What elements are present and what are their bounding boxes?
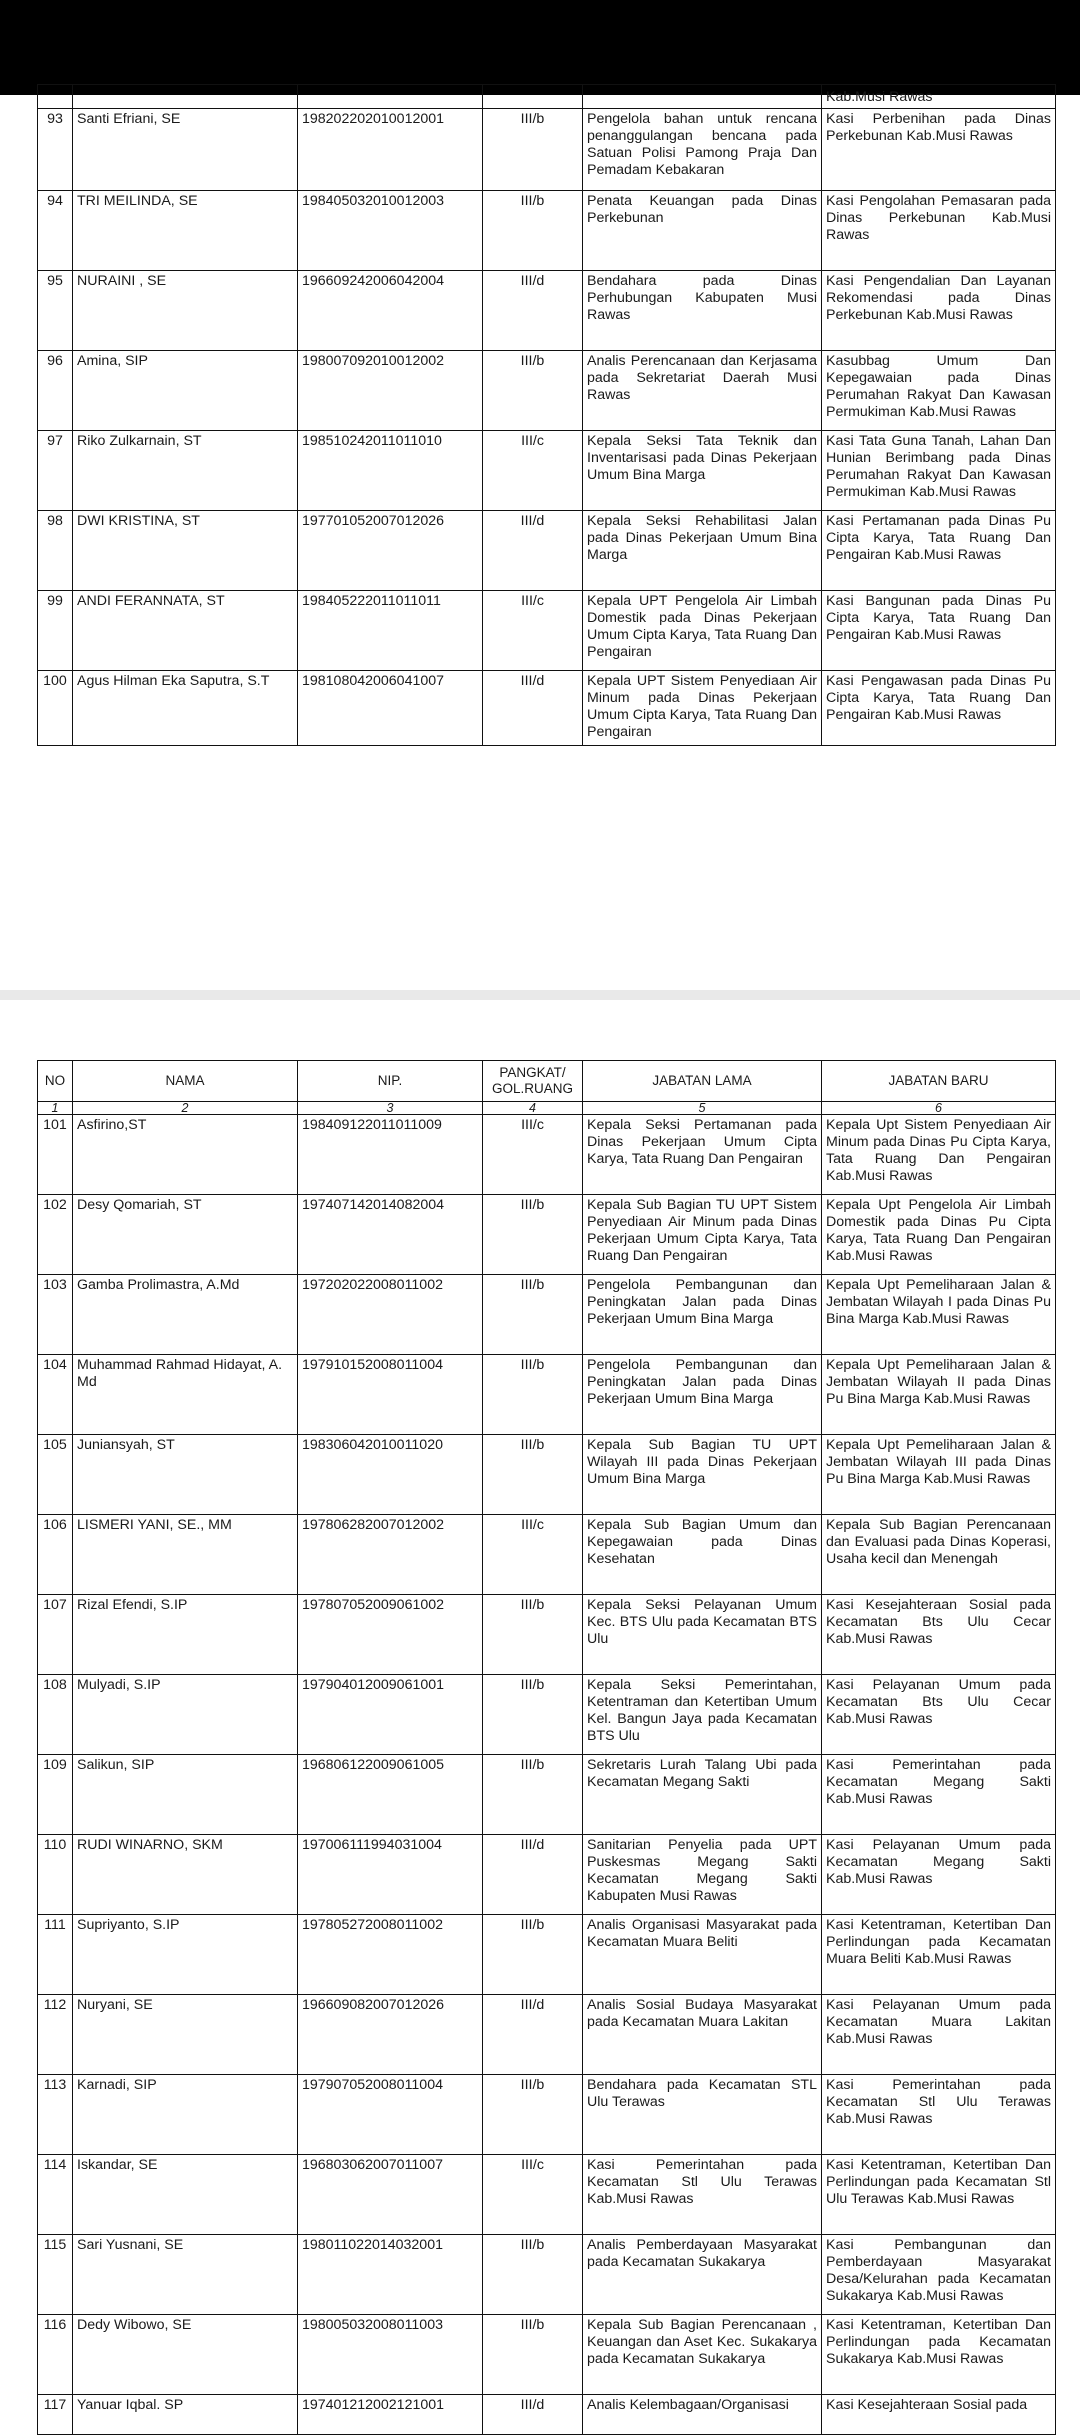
cell-no: 97 <box>38 431 73 511</box>
cell-jabatan-lama: Kepala Seksi Tata Teknik dan Inventarisasi pada Dinas Pekerjaan Umum Bina Marga <box>583 431 822 511</box>
header-jabatan-lama: JABATAN LAMA <box>583 1061 822 1102</box>
table-row <box>38 431 1056 511</box>
cell-nip: 198108042006041007 <box>298 671 483 746</box>
cell-no: 99 <box>38 591 73 671</box>
carry-over-text: Kab.Musi Rawas <box>822 85 1056 109</box>
cell-jabatan-lama: Analis Perencanaan dan Kerjasama pada Sekretariat Daerah Musi Rawas <box>583 351 822 431</box>
cell-jabatan-lama: Analis Kelembagaan/Organisasi <box>583 2395 822 2435</box>
cell-jabatan-lama: Sekretaris Lurah Talang Ubi pada Kecamatan Megang Sakti <box>583 1755 822 1835</box>
table-row <box>38 2155 1056 2235</box>
cell-pangkat-gol: III/b <box>483 1595 583 1675</box>
cell-jabatan-baru: Kasi Perbenihan pada Dinas Perkebunan Kab.Musi Rawas <box>822 109 1056 191</box>
cell-nip: 198409122011011009 <box>298 1115 483 1195</box>
cell-pangkat-gol: III/b <box>483 351 583 431</box>
cell-nama: TRI MEILINDA, SE <box>73 191 298 271</box>
cell-nip: 198405032010012003 <box>298 191 483 271</box>
cell-jabatan-baru: Kasi Ketentraman, Ketertiban Dan Perlindungan pada Kecamatan Sukakarya Kab.Musi Rawas <box>822 2315 1056 2395</box>
cell-nama: NURAINI , SE <box>73 271 298 351</box>
table-row <box>38 1195 1056 1275</box>
cell-jabatan-lama: Kepala Seksi Pelayanan Umum Kec. BTS Ulu pada Kecamatan BTS Ulu <box>583 1595 822 1675</box>
table-row <box>38 1835 1056 1915</box>
cell-no: 112 <box>38 1995 73 2075</box>
column-index: 1 <box>38 1102 73 1115</box>
cell-nama: Asfirino,ST <box>73 1115 298 1195</box>
cell-jabatan-lama: Pengelola Pembangunan dan Peningkatan Jalan pada Dinas Pekerjaan Umum Bina Marga <box>583 1275 822 1355</box>
cell-pangkat-gol: III/d <box>483 511 583 591</box>
cell-no: 109 <box>38 1755 73 1835</box>
table-row <box>38 2315 1056 2395</box>
cell-jabatan-lama: Pengelola bahan untuk rencana penanggulangan bencana pada Satuan Polisi Pamong Praja Dan Pemadam Kebakaran <box>583 109 822 191</box>
cell-nip: 197910152008011004 <box>298 1355 483 1435</box>
cell-nama: Nuryani, SE <box>73 1995 298 2075</box>
cell-pangkat-gol: III/c <box>483 1115 583 1195</box>
page-separator <box>0 990 1080 1000</box>
cell-no: 107 <box>38 1595 73 1675</box>
cell-jabatan-baru: Kasi Pelayanan Umum pada Kecamatan Muara Lakitan Kab.Musi Rawas <box>822 1995 1056 2075</box>
cell-no: 117 <box>38 2395 73 2435</box>
cell-no: 105 <box>38 1435 73 1515</box>
header-pangkat-gol: PANGKAT/ GOL.RUANG <box>483 1061 583 1102</box>
column-index: 4 <box>483 1102 583 1115</box>
cell-nip: 198202202010012001 <box>298 109 483 191</box>
cell-no: 100 <box>38 671 73 746</box>
cell-nip: 196806122009061005 <box>298 1755 483 1835</box>
table-row <box>38 1355 1056 1435</box>
cell-nama: Yanuar Iqbal. SP <box>73 2395 298 2435</box>
cell-nip: 198306042010011020 <box>298 1435 483 1515</box>
header-no: NO <box>38 1061 73 1102</box>
column-index-row <box>38 1102 1056 1115</box>
cell-jabatan-lama: Kepala UPT Pengelola Air Limbah Domestik pada Dinas Pekerjaan Umum Cipta Karya, Tata Ruang Dan Pengairan <box>583 591 822 671</box>
cell-no: 98 <box>38 511 73 591</box>
cell-nip: 197904012009061001 <box>298 1675 483 1755</box>
cell-nama: RUDI WINARNO, SKM <box>73 1835 298 1915</box>
cell-no: 95 <box>38 271 73 351</box>
cell-pangkat-gol: III/b <box>483 1275 583 1355</box>
cell-nip: 196609242006042004 <box>298 271 483 351</box>
cell-jabatan-baru: Kepala Sub Bagian Perencanaan dan Evaluasi pada Dinas Koperasi, Usaha kecil dan Menengah <box>822 1515 1056 1595</box>
cell-jabatan-baru: Kepala Upt Pengelola Air Limbah Domestik pada Dinas Pu Cipta Karya, Tata Ruang Dan Pengairan Kab.Musi Rawas <box>822 1195 1056 1275</box>
cell-nama: ANDI FERANNATA, ST <box>73 591 298 671</box>
header-nip: NIP. <box>298 1061 483 1102</box>
cell-no: 115 <box>38 2235 73 2315</box>
cell-nama: DWI KRISTINA, ST <box>73 511 298 591</box>
cell-pangkat-gol: III/d <box>483 271 583 351</box>
cell-nama: Desy Qomariah, ST <box>73 1195 298 1275</box>
cell-jabatan-baru: Kasi Ketentraman, Ketertiban Dan Perlindungan pada Kecamatan Muara Beliti Kab.Musi Rawas <box>822 1915 1056 1995</box>
cell-pangkat-gol: III/b <box>483 1755 583 1835</box>
cell-nama: Agus Hilman Eka Saputra, S.T <box>73 671 298 746</box>
table-row <box>38 1115 1056 1195</box>
cell-pangkat-gol: III/d <box>483 671 583 746</box>
column-index: 5 <box>583 1102 822 1115</box>
cell-nip: 197701052007012026 <box>298 511 483 591</box>
cell-no: 114 <box>38 2155 73 2235</box>
cell-jabatan-lama: Kepala Sub Bagian Umum dan Kepegawaian pada Dinas Kesehatan <box>583 1515 822 1595</box>
cell-jabatan-lama: Penata Keuangan pada Dinas Perkebunan <box>583 191 822 271</box>
cell-no: 93 <box>38 109 73 191</box>
cell-jabatan-baru: Kepala Upt Sistem Penyediaan Air Minum pada Dinas Pu Cipta Karya, Tata Ruang Dan Pengairan Kab.Musi Rawas <box>822 1115 1056 1195</box>
table-row <box>38 1275 1056 1355</box>
table-row <box>38 1675 1056 1755</box>
cell-pangkat-gol: III/c <box>483 431 583 511</box>
cell-no: 111 <box>38 1915 73 1995</box>
cell-jabatan-baru: Kasi Pengendalian Dan Layanan Rekomendasi pada Dinas Perkebunan Kab.Musi Rawas <box>822 271 1056 351</box>
cell-nama: Mulyadi, S.IP <box>73 1675 298 1755</box>
cell-jabatan-baru: Kasi Kesejahteraan Sosial pada Kecamatan Bts Ulu Cecar Kab.Musi Rawas <box>822 1595 1056 1675</box>
cell-pangkat-gol: III/b <box>483 2235 583 2315</box>
table-row <box>38 1995 1056 2075</box>
cell-jabatan-lama: Kepala Seksi Pemerintahan, Ketentraman dan Ketertiban Umum Kel. Bangun Jaya pada Kecamatan BTS Ulu <box>583 1675 822 1755</box>
cell-nama: Sari Yusnani, SE <box>73 2235 298 2315</box>
cell-jabatan-lama: Kepala Sub Bagian Perencanaan , Keuangan dan Aset Kec. Sukakarya pada Kecamatan Sukakarya <box>583 2315 822 2395</box>
cell-jabatan-lama: Kepala Seksi Rehabilitasi Jalan pada Dinas Pekerjaan Umum Bina Marga <box>583 511 822 591</box>
cell-nip: 197806282007012002 <box>298 1515 483 1595</box>
cell-no: 110 <box>38 1835 73 1915</box>
cell-pangkat-gol: III/d <box>483 1995 583 2075</box>
cell-nip: 198405222011011011 <box>298 591 483 671</box>
cell-nip: 198011022014032001 <box>298 2235 483 2315</box>
cell-pangkat-gol: III/d <box>483 1835 583 1915</box>
cell-nama: Muhammad Rahmad Hidayat, A. Md <box>73 1355 298 1435</box>
cell-nama: LISMERI YANI, SE., MM <box>73 1515 298 1595</box>
mutation-table-page-2 <box>37 1060 1056 2435</box>
cell-nip: 197807052009061002 <box>298 1595 483 1675</box>
cell-nama: Supriyanto, S.IP <box>73 1915 298 1995</box>
cell-nama: Karnadi, SIP <box>73 2075 298 2155</box>
cell-pangkat-gol: III/b <box>483 2075 583 2155</box>
table-row <box>38 271 1056 351</box>
table-row <box>38 109 1056 191</box>
cell-jabatan-baru: Kasi Tata Guna Tanah, Lahan Dan Hunian Berimbang pada Dinas Perumahan Rakyat Dan Kawasan Permukiman Kab.Musi Rawas <box>822 431 1056 511</box>
cell-no: 94 <box>38 191 73 271</box>
cell-nip: 197202022008011002 <box>298 1275 483 1355</box>
cell-no: 106 <box>38 1515 73 1595</box>
cell-no: 102 <box>38 1195 73 1275</box>
cell-no: 96 <box>38 351 73 431</box>
table-row <box>38 191 1056 271</box>
cell-jabatan-baru: Kasi Bangunan pada Dinas Pu Cipta Karya, Tata Ruang Dan Pengairan Kab.Musi Rawas <box>822 591 1056 671</box>
cell-nip: 198007092010012002 <box>298 351 483 431</box>
cell-jabatan-baru: Kasi Pembangunan dan Pemberdayaan Masyarakat Desa/Kelurahan pada Kecamatan Sukakarya Kab.Musi Rawas <box>822 2235 1056 2315</box>
cell-pangkat-gol: III/b <box>483 191 583 271</box>
cell-jabatan-lama: Analis Pemberdayaan Masyarakat pada Kecamatan Sukakarya <box>583 2235 822 2315</box>
cell-jabatan-lama: Kepala UPT Sistem Penyediaan Air Minum pada Dinas Pekerjaan Umum Cipta Karya, Tata Ruang Dan Pengairan <box>583 671 822 746</box>
header-nama: NAMA <box>73 1061 298 1102</box>
cell-nip: 197401212002121001 <box>298 2395 483 2435</box>
cell-jabatan-baru: Kasi Pelayanan Umum pada Kecamatan Megang Sakti Kab.Musi Rawas <box>822 1835 1056 1915</box>
cell-nama: Rizal Efendi, S.IP <box>73 1595 298 1675</box>
cell-nama: Dedy Wibowo, SE <box>73 2315 298 2395</box>
cell-nip: 197805272008011002 <box>298 1915 483 1995</box>
table-header-row <box>38 1061 1056 1102</box>
mutation-table-page-1 <box>37 84 1056 746</box>
cell-nama: Juniansyah, ST <box>73 1435 298 1515</box>
cell-jabatan-lama: Analis Sosial Budaya Masyarakat pada Kecamatan Muara Lakitan <box>583 1995 822 2075</box>
table-row <box>38 511 1056 591</box>
column-index: 3 <box>298 1102 483 1115</box>
cell-pangkat-gol: III/b <box>483 1195 583 1275</box>
column-index: 6 <box>822 1102 1056 1115</box>
table-row <box>38 1755 1056 1835</box>
carry-over-row <box>38 85 1056 109</box>
cell-nama: Amina, SIP <box>73 351 298 431</box>
table-row <box>38 2395 1056 2435</box>
cell-jabatan-baru: Kasi Pertamanan pada Dinas Pu Cipta Karya, Tata Ruang Dan Pengairan Kab.Musi Rawas <box>822 511 1056 591</box>
cell-jabatan-baru: Kasubbag Umum Dan Kepegawaian pada Dinas Perumahan Rakyat Dan Kawasan Permukiman Kab.Musi Rawas <box>822 351 1056 431</box>
cell-jabatan-lama: Kepala Sub Bagian TU UPT Wilayah III pada Dinas Pekerjaan Umum Bina Marga <box>583 1435 822 1515</box>
table-row <box>38 1515 1056 1595</box>
cell-no: 113 <box>38 2075 73 2155</box>
cell-nip: 196609082007012026 <box>298 1995 483 2075</box>
table-row <box>38 2235 1056 2315</box>
cell-jabatan-baru: Kasi Pengolahan Pemasaran pada Dinas Perkebunan Kab.Musi Rawas <box>822 191 1056 271</box>
cell-jabatan-baru: Kasi Kesejahteraan Sosial pada <box>822 2395 1056 2435</box>
cell-nama: Salikun, SIP <box>73 1755 298 1835</box>
table-row <box>38 351 1056 431</box>
cell-jabatan-lama: Kepala Seksi Pertamanan pada Dinas Pekerjaan Umum Cipta Karya, Tata Ruang Dan Pengairan <box>583 1115 822 1195</box>
cell-jabatan-baru: Kasi Ketentraman, Ketertiban Dan Perlindungan pada Kecamatan Stl Ulu Terawas Kab.Musi Rawas <box>822 2155 1056 2235</box>
table-row <box>38 671 1056 746</box>
cell-jabatan-baru: Kasi Pelayanan Umum pada Kecamatan Bts Ulu Cecar Kab.Musi Rawas <box>822 1675 1056 1755</box>
cell-nip: 197407142014082004 <box>298 1195 483 1275</box>
cell-no: 103 <box>38 1275 73 1355</box>
cell-no: 108 <box>38 1675 73 1755</box>
cell-nip: 197907052008011004 <box>298 2075 483 2155</box>
cell-jabatan-baru: Kasi Pemerintahan pada Kecamatan Stl Ulu Terawas Kab.Musi Rawas <box>822 2075 1056 2155</box>
cell-pangkat-gol: III/b <box>483 109 583 191</box>
cell-no: 101 <box>38 1115 73 1195</box>
cell-no: 104 <box>38 1355 73 1435</box>
cell-nama: Santi Efriani, SE <box>73 109 298 191</box>
cell-no: 116 <box>38 2315 73 2395</box>
document-page-1 <box>0 89 1080 975</box>
document-page-2 <box>0 1000 1080 2413</box>
cell-jabatan-lama: Analis Organisasi Masyarakat pada Kecamatan Muara Beliti <box>583 1915 822 1995</box>
cell-pangkat-gol: III/b <box>483 1675 583 1755</box>
cell-nip: 196803062007011007 <box>298 2155 483 2235</box>
cell-jabatan-lama: Bendahara pada Kecamatan STL Ulu Terawas <box>583 2075 822 2155</box>
cell-jabatan-lama: Bendahara pada Dinas Perhubungan Kabupaten Musi Rawas <box>583 271 822 351</box>
cell-pangkat-gol: III/b <box>483 2315 583 2395</box>
cell-pangkat-gol: III/b <box>483 1355 583 1435</box>
cell-pangkat-gol: III/c <box>483 2155 583 2235</box>
cell-jabatan-lama: Kepala Sub Bagian TU UPT Sistem Penyediaan Air Minum pada Dinas Pekerjaan Umum Cipta Karya, Tata Ruang Dan Pengairan <box>583 1195 822 1275</box>
cell-jabatan-baru: Kasi Pengawasan pada Dinas Pu Cipta Karya, Tata Ruang Dan Pengairan Kab.Musi Rawas <box>822 671 1056 746</box>
cell-pangkat-gol: III/b <box>483 1435 583 1515</box>
table-row <box>38 2075 1056 2155</box>
cell-pangkat-gol: III/d <box>483 2395 583 2435</box>
cell-pangkat-gol: III/c <box>483 1515 583 1595</box>
table-row <box>38 591 1056 671</box>
cell-jabatan-lama: Sanitarian Penyelia pada UPT Puskesmas Megang Sakti Kecamatan Megang Sakti Kabupaten Musi Rawas <box>583 1835 822 1915</box>
cell-nip: 197006111994031004 <box>298 1835 483 1915</box>
cell-nama: Iskandar, SE <box>73 2155 298 2235</box>
cell-jabatan-baru: Kepala Upt Pemeliharaan Jalan & Jembatan Wilayah III pada Dinas Pu Bina Marga Kab.Musi Rawas <box>822 1435 1056 1515</box>
top-black-band <box>0 0 1080 95</box>
cell-jabatan-baru: Kasi Pemerintahan pada Kecamatan Megang Sakti Kab.Musi Rawas <box>822 1755 1056 1835</box>
cell-nip: 198005032008011003 <box>298 2315 483 2395</box>
cell-nama: Gamba Prolimastra, A.Md <box>73 1275 298 1355</box>
cell-jabatan-baru: Kepala Upt Pemeliharaan Jalan & Jembatan Wilayah II pada Dinas Pu Bina Marga Kab.Musi Rawas <box>822 1355 1056 1435</box>
cell-pangkat-gol: III/b <box>483 1915 583 1995</box>
table-row <box>38 1435 1056 1515</box>
cell-jabatan-lama: Pengelola Pembangunan dan Peningkatan Jalan pada Dinas Pekerjaan Umum Bina Marga <box>583 1355 822 1435</box>
header-jabatan-baru: JABATAN BARU <box>822 1061 1056 1102</box>
table-row <box>38 1915 1056 1995</box>
cell-pangkat-gol: III/c <box>483 591 583 671</box>
cell-jabatan-lama: Kasi Pemerintahan pada Kecamatan Stl Ulu Terawas Kab.Musi Rawas <box>583 2155 822 2235</box>
table-row <box>38 1595 1056 1675</box>
cell-nama: Riko Zulkarnain, ST <box>73 431 298 511</box>
cell-nip: 198510242011011010 <box>298 431 483 511</box>
cell-jabatan-baru: Kepala Upt Pemeliharaan Jalan & Jembatan Wilayah I pada Dinas Pu Bina Marga Kab.Musi Rawas <box>822 1275 1056 1355</box>
column-index: 2 <box>73 1102 298 1115</box>
